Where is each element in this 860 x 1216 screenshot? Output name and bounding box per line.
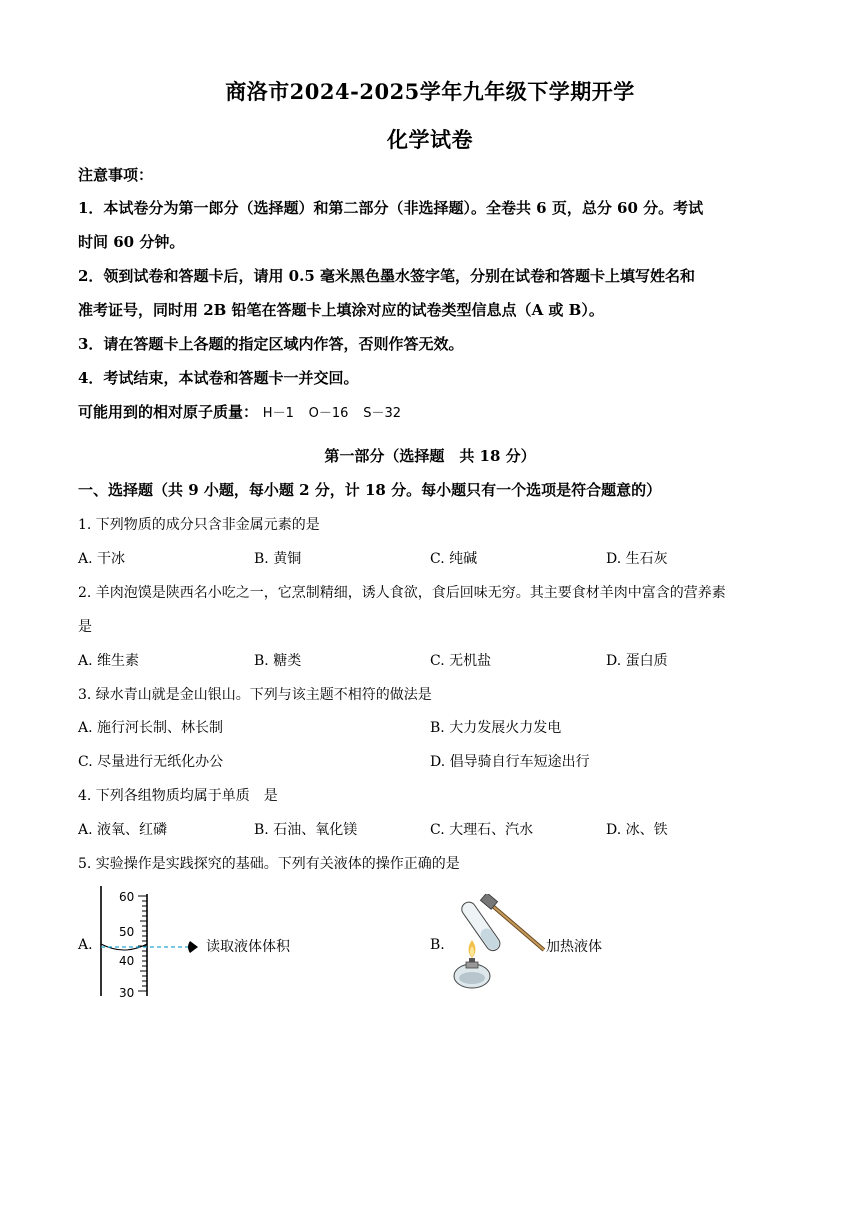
atomic-mass-label: 可能用到的相对原子质量：	[78, 403, 259, 421]
notice-item-2-cont: 准考证号，同时用 2B 铅笔在答题卡上填涂对应的试卷类型信息点（A 或 B）。	[78, 301, 604, 319]
question-2-stem-cont: 是	[78, 619, 92, 635]
notice-item-3: 3．请在答题卡上各题的指定区域内作答，否则作答无效。	[78, 335, 464, 353]
question-1-option-a: A. 干冰	[78, 551, 126, 567]
question-4-option-b: B. 石油、氧化镁	[254, 822, 358, 838]
question-2-stem: 2. 羊肉泡馍是陕西名小吃之一，它烹制精细，诱人食欲，食后回味无穷。其主要食材羊肉中富含的营养素	[78, 585, 726, 601]
notice-item-2: 2．领到试卷和答题卡后，请用 0.5 毫米黑色墨水签字笔，分别在试卷和答题卡上填写姓名和	[78, 267, 695, 285]
question-2-option-d: D. 蛋白质	[606, 653, 668, 669]
graduated-cylinder-figure	[94, 884, 206, 1002]
question-5-option-b-letter: B.	[430, 937, 445, 953]
notice-heading: 注意事项：	[78, 166, 154, 184]
question-4-option-c: C. 大理石、汽水	[430, 822, 534, 838]
tick-label-50: 50	[119, 925, 135, 939]
tick-label-30: 30	[119, 986, 135, 1000]
question-5-stem: 5. 实验操作是实践探究的基础。下列有关液体的操作正确的是	[78, 856, 460, 872]
question-2-option-c: C. 无机盐	[430, 653, 492, 669]
question-3-option-a: A. 施行河长制、林长制	[78, 720, 224, 736]
question-3-option-d: D. 倡导骑自行车短途出行	[430, 754, 590, 770]
question-4-option-d: D. 冰、铁	[606, 822, 668, 838]
question-5-option-b-caption: 加热液体	[546, 939, 602, 955]
notice-item-1: 1．本试卷分为第一郎分（选择题）和第二部分（非选择题）。全卷共 6 页，总分 60 分。考试	[78, 199, 704, 217]
question-3-option-c: C. 尽量进行无纸化办公	[78, 754, 224, 770]
atomic-mass-line	[78, 401, 411, 422]
question-2-option-b: B. 糖类	[254, 653, 302, 669]
eye-icon	[188, 941, 198, 953]
tick-label-40: 40	[119, 954, 135, 968]
tick-label-60: 60	[119, 890, 135, 904]
question-1-option-b: B. 黄铜	[254, 551, 302, 567]
question-5-option-a-letter: A.	[78, 937, 93, 953]
question-1-option-d: D. 生石灰	[606, 551, 668, 567]
question-3-option-b: B. 大力发展火力发电	[430, 720, 562, 736]
notice-item-1-cont: 时间 60 分钟。	[78, 233, 185, 251]
heating-test-tube-figure	[452, 894, 546, 996]
question-3-stem: 3. 绿水青山就是金山银山。下列与该主题不相符的做法是	[78, 687, 432, 703]
atomic-mass-h: H－1	[262, 406, 294, 421]
notice-item-4: 4．考试结束，本试卷和答题卡一并交回。	[78, 369, 359, 387]
part1-title: 第一部分（选择题 共 18 分）	[324, 447, 536, 465]
question-2-option-a: A. 维生素	[78, 653, 140, 669]
atomic-mass-s: S－32	[363, 406, 401, 421]
question-4-stem: 4. 下列各组物质均属于单质 是	[78, 788, 278, 804]
question-5-option-a-caption: 读取液体体积	[206, 939, 290, 955]
atomic-mass-o: O－16	[308, 406, 349, 421]
page-title: 商洛市2024-2025学年九年级下学期开学	[225, 79, 635, 104]
section-heading: 一、选择题（共 9 小题，每小题 2 分，计 18 分。每小题只有一个选项是符合题意的）	[78, 481, 662, 499]
page-subtitle: 化学试卷	[387, 127, 473, 152]
question-1-stem: 1. 下列物质的成分只含非金属元素的是	[78, 517, 320, 533]
question-4-option-a: A. 液氧、红磷	[78, 822, 168, 838]
question-1-option-c: C. 纯碱	[430, 551, 478, 567]
